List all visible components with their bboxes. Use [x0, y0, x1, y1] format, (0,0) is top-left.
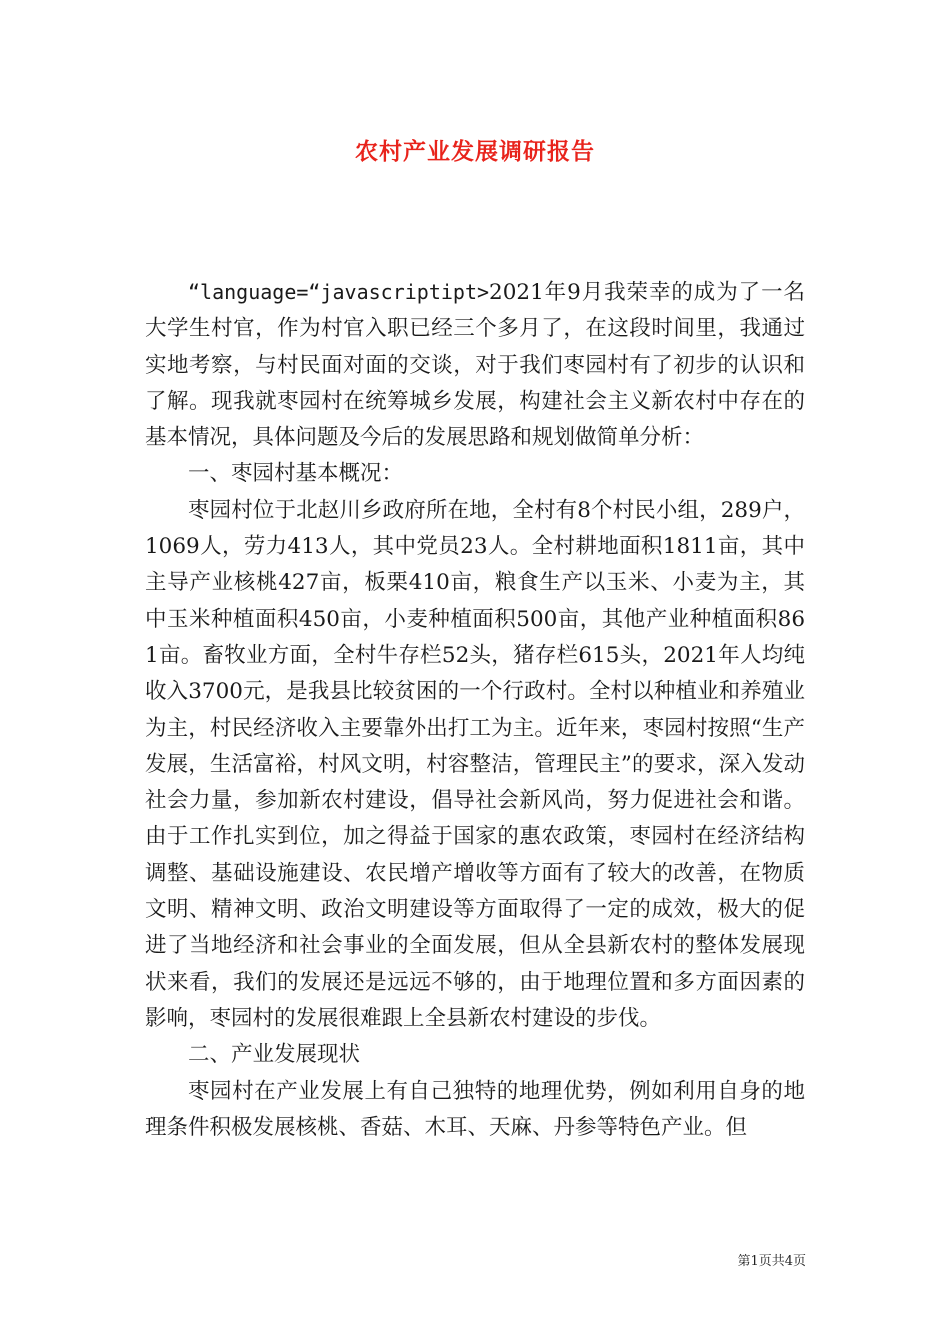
page-number: 第1页共4页	[737, 1254, 806, 1269]
document-title: 农村产业发展调研报告	[355, 138, 595, 165]
section-1-paragraph: 枣园村位于北赵川乡政府所在地，全村有8个村民小组，289户，1069人，劳力413人，其中党员23人。全村耕地面积1811亩，其中主导产业核桃427亩，板栗410亩，粮食生产以玉米、小麦为主，其中玉米种植面积450亩，小麦种植面积500亩，其他产业种植面积861亩。畜牧业方面，全村牛存栏52头，猪存栏615头，2021年人均纯收入3700元，是我县比较贫困的一个行政村。全村以种植业和养殖业为主，村民经济收入主要靠外出打工为主。近年来，枣园村按照“生产发展，生活富裕，村风文明，村容整洁，管理民主”的要求，深入发动社会力量，参加新农村建设，倡导社会新风尚，努力促进社会和谐。由于工作扎实到位，加之得益于国家的惠农政策，枣园村在经济结构调整、基础设施建设、农民增产增收等方面有了较大的改善，在物质文明、精神文明、政治文明建设等方面取得了一定的成效，极大的促进了当地经济和社会事业的全面发展，但从全县新农村的整体发展现状来看，我们的发展还是远远不够的，由于地理位置和多方面因素的影响，枣园村的发展很难跟上全县新农村建设的步伐。	[145, 497, 805, 1031]
intro-paragraph	[145, 274, 805, 456]
code-fragment: “language=“javascriptipt>	[188, 280, 490, 304]
section-heading-1: 一、枣园村基本概况：	[188, 461, 404, 487]
section-2-paragraph: 枣园村在产业发展上有自己独特的地理优势，例如利用自身的地理条件积极发展核桃、香菇、木耳、天麻、丹参等特色产业。但	[145, 1078, 805, 1140]
intro-text: 2021年9月我荣幸的成为了一名大学生村官，作为村官入职已经三个多月了，在这段时间里，我通过实地考察，与村民面对面的交谈，对于我们枣园村有了初步的认识和了解。现我就枣园村在统筹城乡发展，构建社会主义新农村中存在的基本情况，具体问题及今后的发展思路和规划做简单分析：	[145, 280, 805, 451]
section-heading-2: 二、产业发展现状	[188, 1042, 361, 1068]
document-body	[145, 274, 805, 1146]
